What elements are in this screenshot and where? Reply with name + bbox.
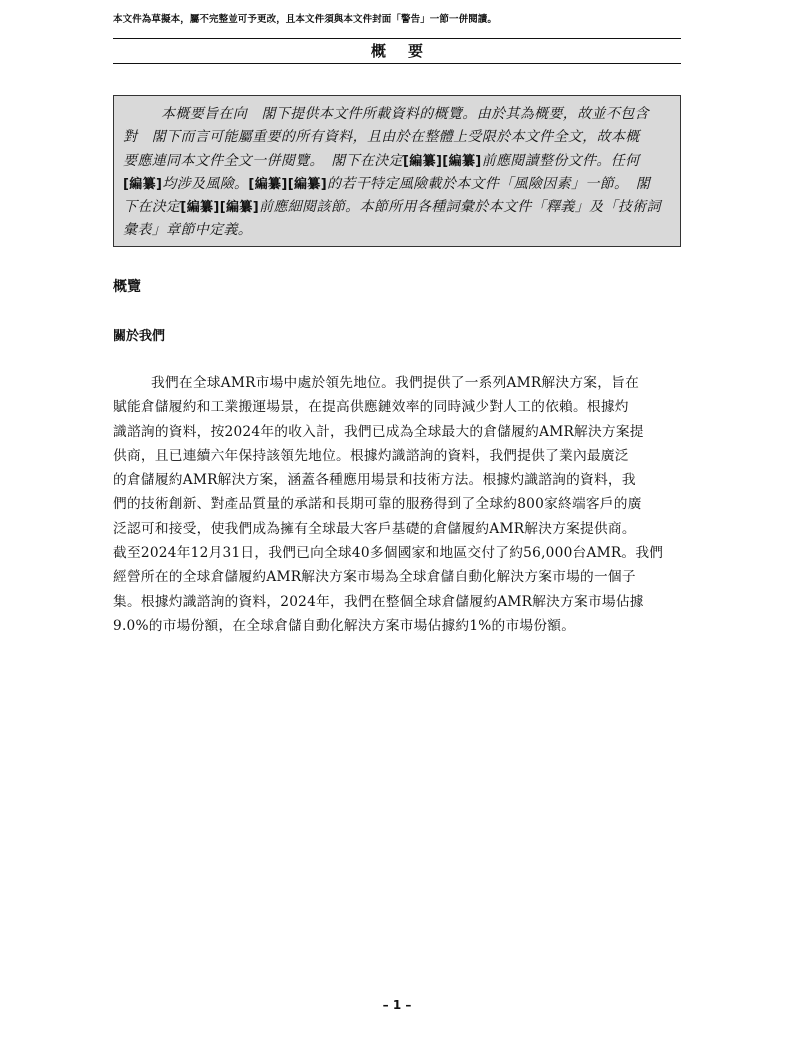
redacted-marker: [編纂] bbox=[248, 176, 288, 192]
title-rule-bottom bbox=[113, 63, 681, 64]
paragraph-line: 供商，且已連續六年保持該領先地位。根據灼識諮詢的資料，我們提供了業內最廣泛 bbox=[113, 447, 629, 464]
paragraph-line: 的倉儲履約AMR解決方案，涵蓋各種應用場景和技術方法。根據灼識諮詢的資料，我 bbox=[113, 472, 636, 489]
paragraph-line: 識諮詢的資料，按2024年的收入計，我們已成為全球最大的倉儲履約AMR解決方案提 bbox=[113, 423, 644, 440]
about-us-paragraph bbox=[113, 371, 681, 638]
notice-text: 本概要旨在向 閣下提供本文件所載資料的概覽。由於其為概要，故並不包含 bbox=[161, 106, 649, 122]
notice-line bbox=[123, 196, 672, 219]
section-heading-overview: 概覽 bbox=[113, 279, 141, 295]
notice-line bbox=[123, 173, 672, 196]
notice-line bbox=[123, 103, 672, 126]
notice-line bbox=[123, 150, 672, 173]
paragraph-line: 賦能倉儲履約和工業搬運場景，在提高供應鏈效率的同時減少對人工的依賴。根據灼 bbox=[113, 399, 629, 416]
redacted-marker: [編纂] bbox=[180, 200, 220, 216]
notice-line bbox=[123, 219, 672, 242]
notice-line bbox=[123, 126, 672, 149]
notice-text: 前應閱讀整份文件。任何 bbox=[481, 152, 640, 169]
paragraph-line: 集。根據灼識諮詢的資料，2024年，我們在整個全球倉儲履約AMR解決方案市場佔據 bbox=[113, 593, 644, 610]
page-number: – 1 – bbox=[382, 998, 412, 1012]
redacted-marker: [編纂] bbox=[287, 176, 327, 192]
redacted-marker: [編纂] bbox=[442, 153, 482, 169]
paragraph-line: 截至2024年12月31日，我們已向全球40多個國家和地區交付了約56,000台AMR。我們 bbox=[113, 545, 664, 562]
summary-notice-box bbox=[113, 95, 681, 247]
notice-text: 前應細閱該節。本節所用各種詞彙於本文件「釋義」及「技術詞 bbox=[259, 199, 661, 216]
title-rule-top bbox=[113, 38, 681, 39]
redacted-marker: [編纂] bbox=[403, 153, 443, 169]
page-title: 概要 bbox=[370, 42, 445, 60]
notice-text: 的若干特定風險載於本文件「風險因素」一節。 閣 bbox=[327, 175, 651, 192]
notice-text: 要應連同本文件全文一併閱覽。 閣下在決定 bbox=[123, 152, 403, 169]
section-heading-about-us: 關於我們 bbox=[113, 329, 166, 344]
notice-text: 下在決定 bbox=[123, 199, 181, 216]
paragraph-line: 泛認可和接受，使我們成為擁有全球最大客戶基礎的倉儲履約AMR解決方案提供商。 bbox=[113, 520, 636, 537]
notice-text: 彙表」章節中定義。 bbox=[123, 222, 253, 239]
notice-text: 均涉及風險。 bbox=[162, 175, 249, 192]
paragraph-line: 經營所在的全球倉儲履約AMR解決方案市場為全球倉儲自動化解決方案市場的一個子 bbox=[113, 569, 636, 586]
paragraph-line: 我們在全球AMR市場中處於領先地位。我們提供了一系列AMR解決方案，旨在 bbox=[151, 375, 640, 391]
redacted-marker: [編纂] bbox=[219, 200, 259, 216]
notice-text: 對 閣下而言可能屬重要的所有資料，且由於在整體上受限於本文件全文，故本概 bbox=[123, 129, 640, 146]
draft-notice: 本文件為草擬本，屬不完整並可予更改，且本文件須與本文件封面「警告」一節一併閱讀。 bbox=[113, 14, 498, 25]
redacted-marker: [編纂] bbox=[123, 176, 163, 192]
paragraph-line: 9.0%的市場份額，在全球倉儲自動化解決方案市場佔據約1%的市場份額。 bbox=[113, 617, 576, 634]
paragraph-line: 們的技術創新、對產品質量的承諾和長期可靠的服務得到了全球約800家終端客戶的廣 bbox=[113, 496, 642, 513]
document-page bbox=[113, 0, 681, 1058]
